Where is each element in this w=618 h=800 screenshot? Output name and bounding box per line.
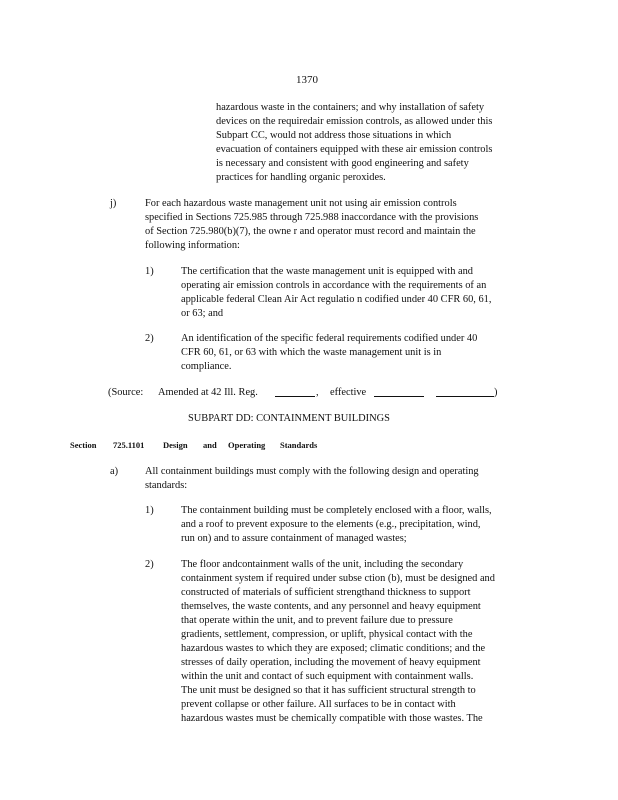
register-blank [275, 387, 315, 397]
text-line: The certification that the waste management unit is equipped with and [181, 266, 473, 277]
item-marker: 1) [145, 505, 154, 516]
text-line: or 63; and [181, 308, 224, 319]
section-title-word: Design [163, 440, 188, 450]
text-line: Subpart CC, would not address those situations in which [216, 130, 452, 141]
item-marker: 2) [145, 333, 154, 344]
text-line: The unit must be designed so that it has sufficient structural strength to [181, 685, 476, 696]
text-line: compliance. [181, 361, 232, 372]
text-line: operating air emission controls in accordance with the requirements of an [181, 280, 487, 291]
text-line: stresses of daily operation, including the movement of heavy equipment [181, 657, 481, 668]
text-line: and a roof to prevent exposure to the elements (e.g., precipitation, wind, [181, 519, 481, 530]
source-effective: effective [330, 387, 367, 398]
year-blank [436, 387, 494, 397]
text-line: prevent collapse or other failure. All surfaces to be in contact with [181, 699, 456, 710]
text-line: gradients, settlement, compression, or uplift, physical contact with the [181, 629, 473, 640]
section-number: 725.1101 [113, 440, 145, 450]
text-line: hazardous wastes to which they are exposed; climatic conditions; and the [181, 643, 486, 654]
text-line: standards: [145, 480, 188, 491]
text-line: following information: [145, 240, 240, 251]
section-title-word: Standards [280, 440, 318, 450]
section-label: Section [70, 440, 97, 450]
comma: , [316, 387, 319, 398]
item-marker: 2) [145, 559, 154, 570]
text-line: The floor andcontainment walls of the unit, including the secondary [181, 559, 464, 570]
item-marker: j) [110, 198, 117, 209]
text-line: applicable federal Clean Air Act regulatio n codified under 40 CFR 60, 61, [181, 294, 492, 305]
text-line: practices for handling organic peroxides. [216, 172, 386, 183]
item-marker: 1) [145, 266, 154, 277]
text-line: constructed of materials of sufficient strengthand thickness to support [181, 587, 471, 598]
text-line: specified in Sections 725.985 through 725.988 inaccordance with the provisions [145, 212, 479, 223]
section-title-word: Operating [228, 440, 266, 450]
text-line: is necessary and consistent with good engineering and safety [216, 158, 469, 169]
text-line: All containment buildings must comply with the following design and operating [145, 466, 479, 477]
text-line: containment system if required under subse ction (b), must be designed and [181, 573, 495, 584]
section-title-word: and [203, 440, 217, 450]
page-number: 1370 [296, 74, 318, 86]
text-line: themselves, the waste contents, and any personnel and heavy equipment [181, 601, 481, 612]
text-line: devices on the requiredair emission controls, as allowed under this [216, 116, 493, 127]
text-line: run on) and to assure containment of managed wastes; [181, 533, 407, 544]
text-line: For each hazardous waste management unit not using air emission controls [145, 198, 457, 209]
text-line: The containment building must be completely enclosed with a floor, walls, [181, 505, 492, 516]
item-marker: a) [110, 466, 119, 477]
text-line: CFR 60, 61, or 63 with which the waste management unit is in [181, 347, 442, 358]
text-line: An identification of the specific federal requirements codified under 40 [181, 333, 478, 344]
source-prefix: (Source: [108, 387, 144, 398]
text-line: hazardous wastes must be chemically compatible with those wastes. The [181, 713, 483, 724]
source-amended: Amended at 42 Ill. Reg. [158, 387, 258, 398]
text-line: hazardous waste in the containers; and why installation of safety [216, 102, 485, 113]
subpart-heading: SUBPART DD: CONTAINMENT BUILDINGS [188, 413, 390, 424]
source-close: ) [494, 387, 498, 398]
text-line: within the unit and contact of such equipment with containment walls. [181, 671, 474, 682]
text-line: that operate within the unit, and to prevent failure due to pressure [181, 615, 453, 626]
text-line: evacuation of containers equipped with these air emission controls [216, 144, 493, 155]
date-blank [374, 387, 424, 397]
text-line: of Section 725.980(b)(7), the owne r and operator must record and maintain the [145, 226, 476, 237]
